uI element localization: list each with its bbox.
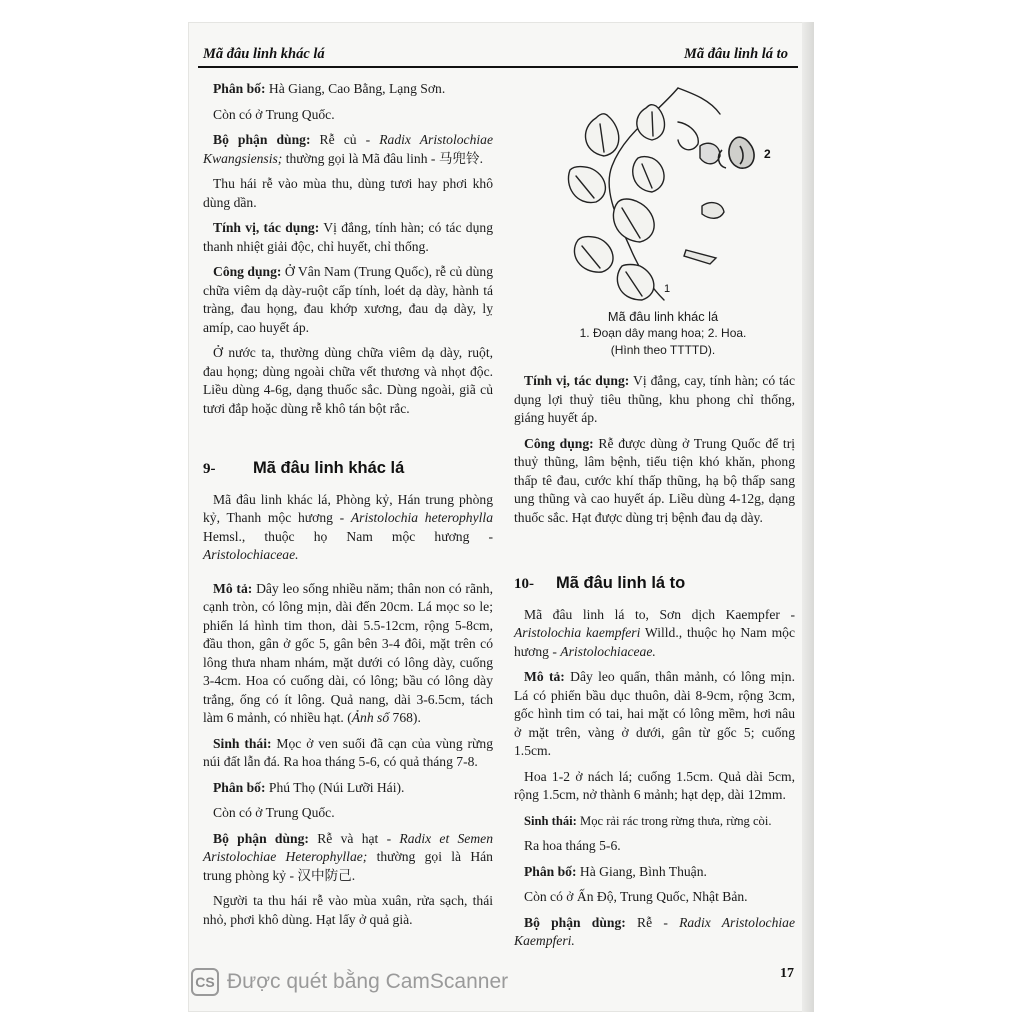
congdung-paragraph: [203, 263, 493, 337]
flower-detail: [719, 137, 755, 168]
camscanner-logo-icon: CS: [191, 968, 219, 996]
bophan-pre: Rễ củ -: [310, 132, 380, 147]
section-10-title: Mã đâu linh lá to: [556, 574, 686, 592]
sec9-conco: Còn có ở Trung Quốc.: [213, 805, 335, 820]
rt-congdung: [514, 435, 795, 528]
leaf-vein: [652, 112, 653, 136]
conco-paragraph: Còn có ở Trung Quốc.: [213, 106, 335, 122]
leaf: [617, 265, 653, 301]
section-10-heading: [514, 574, 795, 594]
sec9-sinhthai: [203, 735, 493, 772]
sec9-family: Aristolochiaceae.: [203, 547, 299, 562]
sec9-mota-end: 768).: [389, 710, 421, 725]
page-edge: [802, 22, 814, 1012]
sec10-bophan: [514, 914, 795, 951]
bophan-latin: Radix Aristolochiae Kwangsiensis;: [203, 132, 493, 166]
camscanner-watermark: [191, 968, 508, 996]
leaf: [637, 105, 665, 140]
rt-tinhvi: [514, 372, 795, 428]
sec9-bophan-post: thường gọi là Hán trung phòng kỷ - 汉中防己.: [203, 849, 493, 883]
flower: [678, 122, 698, 150]
bophan-paragraph: [203, 131, 493, 168]
sec10-sinhthai-text: Mọc rải rác trong rừng thưa, rừng còi.: [576, 813, 772, 828]
tinhvi-paragraph: [203, 219, 493, 256]
caption-line-1: 1. Đoạn dây mang hoa; 2. Hoa.: [579, 326, 747, 340]
congdung-label: Công dụng:: [213, 264, 282, 279]
sec9-mota: [203, 580, 493, 728]
sec10-hoa: Hoa 1-2 ở nách lá; cuống 1.5cm. Quả dài 5cm, rộng 1.5cm, nở thành 6 mảnh; hạt dẹp, dài 12mm.: [514, 768, 795, 802]
leaf: [613, 199, 654, 242]
rt-congdung-text: Rễ được dùng ở Trung Quốc để trị thuỷ thũng, lâm bệnh, tiểu tiện khó khăn, phong thấp tê đau, cước khí thấp thũng, hạ bộ thấp sang ung thũng và cao huyết áp. Liều dùng 4-12g, dạng thuốc sắc. Hạt được dùng trị bệnh đau dạ dày.: [514, 435, 796, 525]
caption-title: Mã đâu linh khác lá: [607, 309, 719, 324]
leaf: [568, 167, 605, 203]
sec10-mota: [514, 668, 795, 761]
plant-illustration: [560, 74, 800, 306]
sec9-phanbo-text: Phú Thọ (Núi Lưỡi Hái).: [265, 779, 405, 795]
sec9-intro-mid: Hemsl., thuộc họ Nam mộc hương -: [203, 528, 493, 544]
sec9-sinhthai-label: Sinh thái:: [213, 735, 272, 751]
sec9-latin: Aristolochia heterophylla: [350, 510, 493, 525]
sec9-bophan-pre: Rễ và hạt -: [308, 830, 400, 846]
running-header-left: Mã đâu linh khác lá: [203, 46, 325, 62]
sec10-phanbo-label: Phân bố:: [524, 863, 577, 879]
sec9-bophan-latin: Radix et Semen Aristolochiae Heterophyllae;: [203, 830, 493, 864]
rt-tinhvi-label: Tính vị, tác dụng:: [524, 373, 630, 388]
figure-caption: [518, 308, 808, 359]
sec10-sinhthai-label: Sinh thái:: [524, 813, 577, 828]
sec10-latin: Aristolochia kaempferi: [514, 625, 641, 640]
sec10-sinhthai: [514, 812, 795, 831]
bud: [702, 203, 724, 219]
sec9-bophan: [203, 830, 493, 886]
stem-top: [678, 88, 720, 114]
section-10-number: 10-: [514, 576, 534, 592]
figure-label-2: 2: [764, 147, 771, 161]
running-header-right: Mã đâu linh lá to: [684, 46, 788, 62]
bophan-label: Bộ phận dùng:: [213, 132, 311, 147]
sec9-sinhthai-text: Mọc ở ven suối đã cạn của vùng rừng núi đất lẫn đá. Ra hoa tháng 5-6, có quả tháng 7-8.: [203, 735, 494, 769]
nuocta-paragraph: Ở nước ta, thường dùng chữa viêm dạ dày, ruột, đau họng; dùng ngoài chữa vết thương và nhọt độc. Liều dùng 4-6g, dạng thuốc sắc. Dùng ngoài, giã củ tươi đắp hoặc dùng rễ khô tán bột rắc.: [203, 345, 493, 416]
sec10-bophan-pre: Rễ -: [625, 914, 680, 930]
rt-congdung-label: Công dụng:: [524, 435, 594, 451]
sec9-phanbo-label: Phân bố:: [213, 779, 266, 795]
sec10-phanbo-text: Hà Giang, Bình Thuận.: [576, 863, 707, 879]
sec10-family: Aristolochiaceae.: [560, 643, 656, 659]
sec9-thuhai: Người ta thu hái rễ vào mùa xuân, rửa sạch, thái nhỏ, phơi khô dùng. Hạt lấy ở quả già.: [203, 893, 493, 927]
leaf: [574, 237, 613, 272]
flower: [700, 143, 720, 164]
section-9-number: 9-: [203, 461, 216, 477]
flower-detail-body: [729, 137, 754, 168]
sec10-mota-label: Mô tả:: [524, 669, 565, 684]
sec9-bophan-label: Bộ phận dùng:: [213, 830, 309, 846]
rt-tinhvi-text: Vị đắng, cay, tính hàn; có tác dụng lợi thuỷ tiêu thũng, khu phong chỉ thống, giáng huyết áp.: [514, 373, 795, 425]
congdung-text: Ở Vân Nam (Trung Quốc), rễ củ dùng chữa viêm dạ dày-ruột cấp tính, loét dạ dày, hành tá tràng, đau họng, đau khớp xương, đau dạ dày, lỵ amíp, cao huyết áp.: [203, 264, 493, 335]
sec10-intro: [514, 606, 795, 662]
phanbo-paragraph: [203, 80, 493, 99]
section-9-heading: [203, 459, 493, 479]
camscanner-text: Được quét bằng CamScanner: [227, 970, 509, 993]
sec10-phanbo: [514, 863, 795, 882]
right-column: [514, 372, 795, 958]
tinhvi-label: Tính vị, tác dụng:: [213, 220, 320, 235]
sec10-bophan-latin: Radix Aristolochiae Kaempferi.: [514, 914, 795, 948]
sec10-intro-pre: Mã đâu linh lá to, Sơn dịch Kaempfer -: [524, 606, 795, 622]
section-9-title: Mã đâu linh khác lá: [253, 459, 405, 477]
tinhvi-text: Vị đắng, tính hàn; có tác dụng thanh nhiệt giải độc, chỉ huyết, chỉ thống.: [203, 220, 493, 254]
figure-label-1: 1: [664, 283, 671, 295]
sec9-mota-text: Dây leo sống nhiều năm; thân non có rãnh, cạnh tròn, có lông mịn, dài đến 20cm. Lá mọc so le; phiến lá hình tim thon, dài 5.5-12cm, rộng 5-8cm, đầu thon, gân ở gốc 5, gân bên 3-4 đôi, mặt trên có lông thưa nham nhám, mặt dưới có lông dày, cuống 3-4cm. Hoa có cuống dài, có lông; bầu có lông dày trắng, ống có ít lông. Quả nang, dài 3-6.5cm, tách làm 6 mảnh, có nhiều hạt. (: [203, 580, 493, 725]
sec9-intro-pre: Mã đâu linh khác lá, Phòng kỷ, Hán trung phòng kỷ, Thanh mộc hương -: [203, 491, 493, 525]
sec10-mota-text: Dây leo quấn, thân mảnh, có lông mịn. Lá có phiến bầu dục thuôn, dài 8-9cm, rộng 3cm, gốc hình tim có tai, hai mặt có lông mềm, hơi nâu ở mặt trên, vàng ở dưới, gân từ gốc 5; cuống 1.5cm.: [514, 669, 795, 758]
flower-detail-tube: [719, 150, 726, 168]
phanbo-label: Phân bố:: [213, 81, 266, 96]
bophan-post: thường gọi là Mã đâu linh - 马兜铃.: [282, 150, 484, 166]
sec10-intro-mid: Willd., thuộc họ Nam mộc hương -: [514, 625, 795, 659]
phanbo-text: Hà Giang, Cao Bằng, Lạng Sơn.: [265, 81, 446, 96]
sec9-mota-ref: Ảnh số: [351, 710, 390, 725]
page-number: 17: [780, 966, 794, 981]
thuhai-paragraph: Thu hái rễ vào mùa thu, dùng tươi hay phơi khô dùng dần.: [203, 176, 493, 210]
sec9-intro: [203, 491, 493, 565]
fruit-segment: [684, 250, 716, 264]
sec10-conco: Còn có ở Ấn Độ, Trung Quốc, Nhật Bản.: [524, 889, 748, 904]
leaf: [633, 157, 664, 193]
caption-line-2: (Hình theo TTTTD).: [610, 343, 716, 357]
sec10-bophan-label: Bộ phận dùng:: [524, 914, 626, 930]
left-column: [203, 80, 493, 936]
sec10-rahoa: Ra hoa tháng 5-6.: [524, 838, 621, 853]
header-rule: [198, 66, 798, 68]
sec9-mota-label: Mô tả:: [213, 580, 253, 596]
sec9-phanbo: [203, 779, 493, 798]
